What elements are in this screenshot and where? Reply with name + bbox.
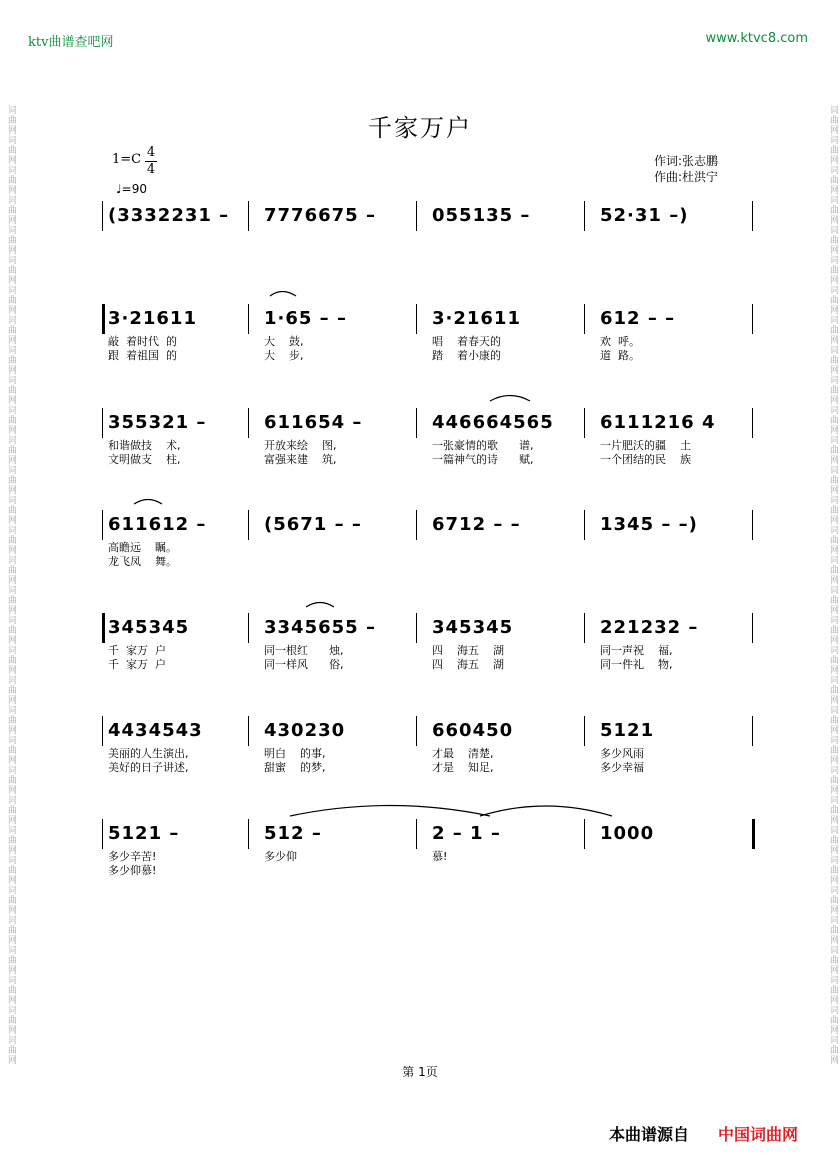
lyric-line: 富强来建 筑, [264, 453, 337, 466]
measure: 5121 – [108, 823, 180, 844]
lyric-line: 一片肥沃的疆 土 [600, 439, 691, 452]
measure: 52·31 –) [600, 205, 689, 226]
lyric-line: 明白 的事, [264, 747, 326, 760]
lyric-line: 大 鼓, [264, 335, 304, 348]
tie [480, 806, 612, 816]
tie [306, 603, 334, 608]
lyric-line: 四 海五 湖 [432, 644, 504, 657]
site-name-header[interactable]: ktv曲谱查吧网 [28, 35, 114, 50]
lyric-line: 一个团结的民 族 [600, 453, 691, 466]
lyric-line: 和谐做技 术, [108, 439, 181, 452]
lyric-line: 文明做支 柱, [108, 453, 181, 466]
lyric-line: 同一件礼 物, [600, 658, 673, 671]
lyric-line: 一张豪情的歌 谱, [432, 439, 534, 452]
lyric-line: 一篇神气的诗 赋, [432, 453, 534, 466]
song-title: 千家万户 [368, 114, 472, 142]
lyric-line: 多少风雨 [600, 747, 644, 760]
measure: 3·21611 [108, 308, 197, 329]
measure: 2 – 1 – [432, 823, 501, 844]
lyric-line: 开放来绘 图, [264, 439, 337, 452]
measure: 5121 [600, 720, 655, 741]
measure: 6712 – – [432, 514, 521, 535]
source-site-link[interactable]: 中国词曲网 [718, 1125, 799, 1144]
lyric-line: 多少幸福 [600, 761, 644, 774]
tie [290, 806, 490, 817]
lyric-line: 龙飞凤 舞。 [108, 555, 177, 568]
composer: 作曲:杜洪宁 [654, 170, 719, 184]
lyric-line: 大 步, [264, 349, 304, 362]
watermark-right: 词曲网词曲网词曲网词曲网词曲网词曲网词曲网词曲网词曲网词曲网词曲网词曲网词曲网词曲网词曲网词曲网词曲网词曲网词曲网词曲网词曲网词曲网词曲网词曲网词曲网词曲网词曲网词曲网词曲网词曲网词曲网词曲网 [828, 104, 838, 1065]
measure: 1345 – –) [600, 514, 698, 535]
lyric-line: 道 路。 [600, 349, 640, 362]
lyric-line: 多少仰 [264, 850, 297, 863]
lyric-line: 千 家万 户 [108, 658, 166, 671]
lyric-line: 同一根红 烛, [264, 644, 344, 657]
lyric-line: 高瞻远 瞩。 [108, 541, 177, 554]
measure: 430230 [264, 720, 346, 741]
measure: 055135 – [432, 205, 531, 226]
lyric-line: 千 家万 户 [108, 644, 166, 657]
page-number: 第 1页 [402, 1065, 438, 1079]
measure: 611612 – [108, 514, 207, 535]
lyric-line: 美丽的人生演出, [108, 747, 189, 760]
site-url-header[interactable]: www.ktvc8.com [705, 31, 808, 46]
lyric-line: 四 海五 湖 [432, 658, 504, 671]
measure: 355321 – [108, 412, 207, 433]
measure: 1·65 – – [264, 308, 347, 329]
measure: 6111216 4 [600, 412, 716, 433]
time-bottom: 4 [146, 162, 156, 177]
lyric-line: 敲 着时代 的 [108, 335, 177, 348]
measure: 345345 [108, 617, 190, 638]
lyricist: 作词:张志鹏 [654, 154, 719, 168]
lyric-line: 美好的日子讲述, [108, 761, 189, 774]
lyric-line: 甜蜜 的梦, [264, 761, 326, 774]
watermark-left: 词曲网词曲网词曲网词曲网词曲网词曲网词曲网词曲网词曲网词曲网词曲网词曲网词曲网词曲网词曲网词曲网词曲网词曲网词曲网词曲网词曲网词曲网词曲网词曲网词曲网词曲网词曲网词曲网词曲网词曲网词曲网词曲网 [6, 104, 16, 1065]
measure: 7776675 – [264, 205, 376, 226]
time-top: 4 [146, 145, 156, 160]
source-label: 本曲谱源自 [609, 1125, 690, 1144]
key-signature: 1=C [112, 152, 142, 167]
measure: 345345 [432, 617, 514, 638]
tie [134, 500, 162, 505]
measure: 612 – – [600, 308, 676, 329]
measure: 611654 – [264, 412, 363, 433]
measure: 3345655 – [264, 617, 376, 638]
lyric-line: 欢 呼。 [600, 335, 640, 348]
tie [270, 292, 296, 297]
lyric-line: 唱 着春天的 [432, 335, 501, 348]
lyric-line: 踏 着小康的 [432, 349, 501, 362]
measure: 512 – [264, 823, 322, 844]
measure: (3332231 – [108, 205, 230, 226]
measure: 1000 [600, 823, 655, 844]
measure: (5671 – – [264, 514, 362, 535]
measure: 3·21611 [432, 308, 521, 329]
measure: 4434543 [108, 720, 203, 741]
lyric-line: 才是 知足, [432, 761, 494, 774]
measure: 660450 [432, 720, 514, 741]
tie [490, 396, 530, 402]
lyric-line: 同一样风 俗, [264, 658, 344, 671]
lyric-line: 同一声祝 福, [600, 644, 673, 657]
measure: 446664565 [432, 412, 554, 433]
lyric-line: 多少辛苦! [108, 850, 157, 863]
lyric-line: 多少仰慕! [108, 864, 157, 877]
lyric-line: 慕! [432, 850, 448, 863]
lyric-line: 跟 着祖国 的 [108, 349, 177, 362]
lyric-line: 才最 清楚, [432, 747, 494, 760]
measure: 221232 – [600, 617, 699, 638]
tempo-marking: ♩=90 [116, 182, 147, 196]
